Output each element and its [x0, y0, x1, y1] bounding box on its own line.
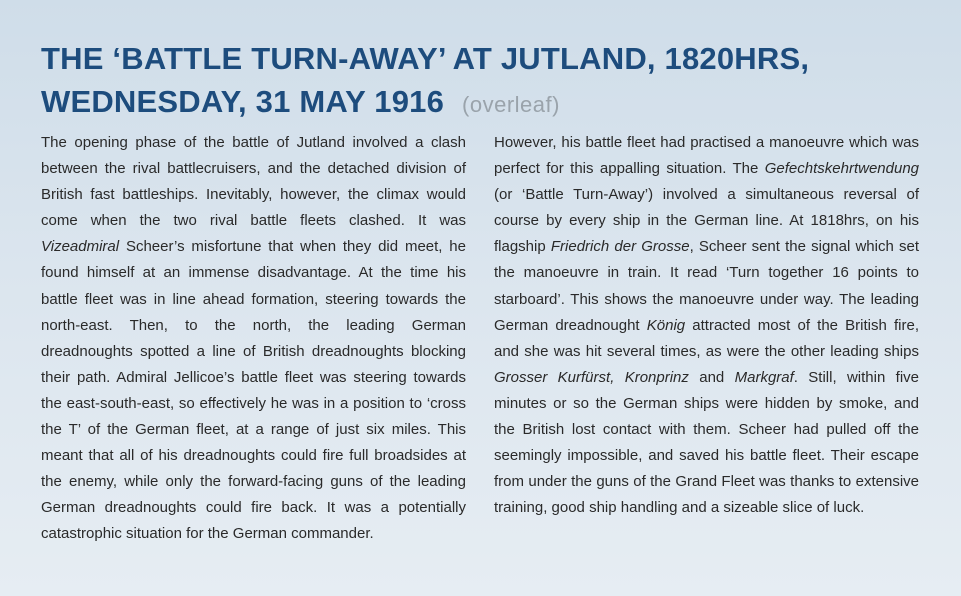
italic-term: Gefechtskehrtwendung — [764, 160, 919, 178]
text-run: (or ‘Battle Turn-Away’) involved a simultaneous reversal of course by every ship in the German line. At 1818hrs, on his flagship — [494, 186, 919, 256]
italic-ship-name: Grosser Kurfürst, Kronprinz — [494, 368, 689, 386]
left-column-body — [41, 130, 466, 548]
text-run: attracted most of the British fire, and she was hit several times, as were the other leading ships — [494, 316, 919, 360]
caption-title-text: THE ‘BATTLE TURN-AWAY’ AT JUTLAND, 1820HRS, WEDNESDAY, 31 MAY 1916 — [41, 41, 810, 119]
caption-title — [41, 37, 921, 126]
left-paragraph — [41, 130, 466, 548]
text-run: However, his battle fleet had practised a manoeuvre which was perfect for this appalling situation. The — [494, 134, 919, 178]
text-run: , Scheer sent the signal which set the manoeuvre in train. It read ‘Turn together 16 points to starboard’. This shows the manoeuvre under way. The leading German dreadnought — [494, 238, 919, 334]
text-run: The opening phase of the battle of Jutland involved a clash between the rival battlecruisers, and the detached division of British fast battleships. Inevitably, however, the climax would come when the two rival battle fleets clashed. It was — [41, 134, 466, 230]
right-column-body — [494, 130, 919, 521]
text-run: . Still, within five minutes or so the German ships were hidden by smoke, and the British lost contact with them. Scheer had pulled off the seemingly impossible, and saved his battle fleet. Their escape from under the guns of the Grand Fleet was thanks to extensive training, good ship handling and a sizeable slice of luck. — [494, 368, 919, 517]
italic-ship-name: Friedrich der Grosse — [550, 238, 690, 256]
italic-ship-name: König — [646, 316, 686, 334]
right-paragraph — [494, 130, 919, 521]
text-run: and — [688, 368, 735, 386]
italic-ship-name: Markgraf — [734, 368, 794, 386]
overleaf-note: (overleaf) — [462, 92, 560, 117]
italic-term: Vizeadmiral — [41, 238, 120, 256]
text-run: Scheer’s misfortune that when they did meet, he found himself at an immense disadvantage. At the time his battle fleet was in line ahead formation, steering towards the north-east. Then, to the north, the leading German dreadnoughts spotted a line of British dreadnoughts blocking their path. Admiral Jellicoe’s battle fleet was steering towards the east-south-east, so effectively he was in a position to ‘cross the T’ of the German fleet, at a range of just six miles. This meant that all of his dreadnoughts could fire full broadsides at the enemy, while only the forward-facing guns of the leading German dreadnoughts could fire back. It was a potentially catastrophic situation for the German commander. — [41, 238, 466, 543]
